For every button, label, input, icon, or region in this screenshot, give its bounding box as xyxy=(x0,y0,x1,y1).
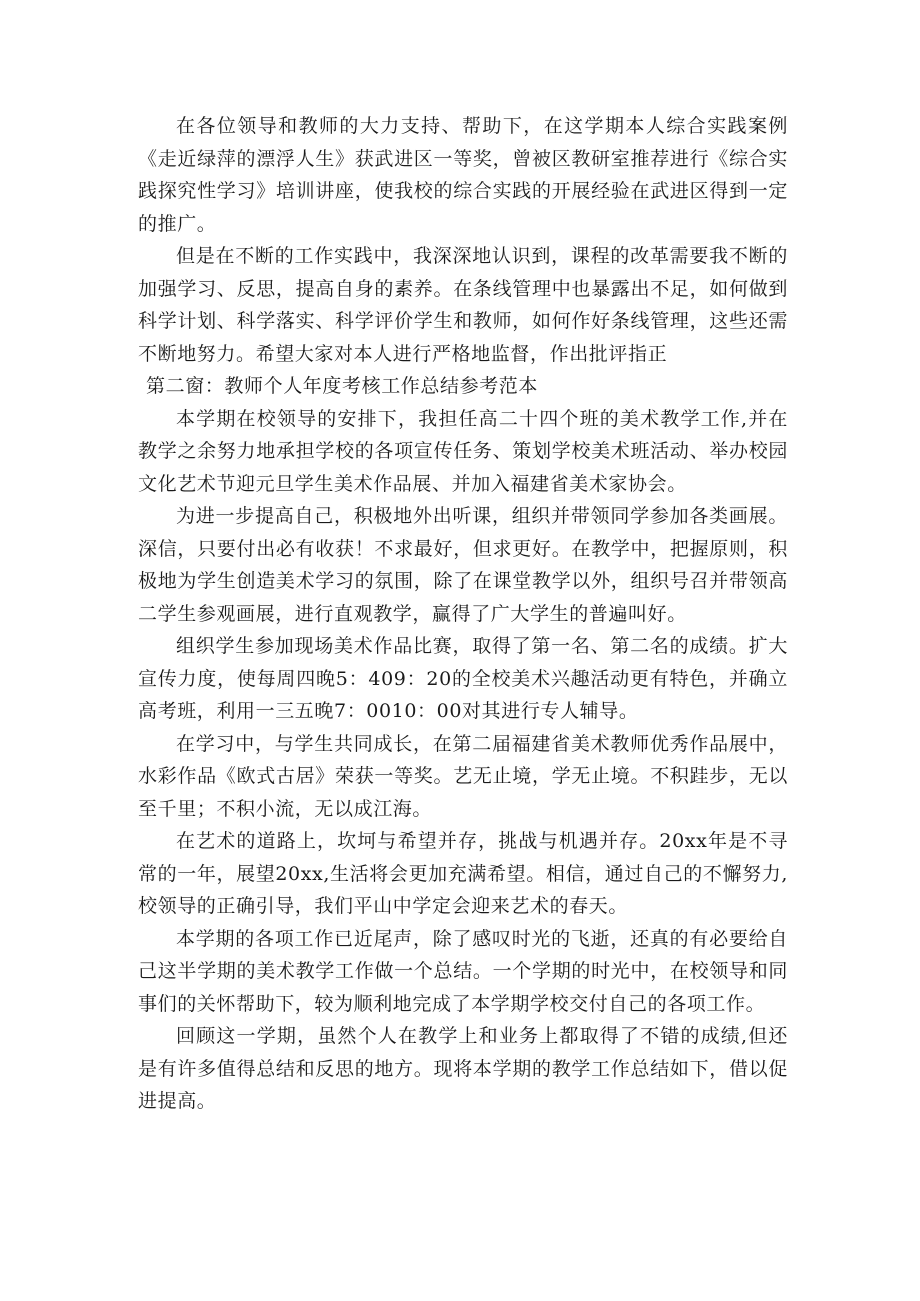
section-paragraph-2: 为进一步提高自己，积极地外出听课，组织并带领同学参加各类画展。深信，只要付出必有收获！不求最好，但求更好。在教学中，把握原则，积极地为学生创造美术学习的氛围，除了在课堂教学以外，组织号召并带领高二学生参观画展，进行直观教学，赢得了广大学生的普遍叫好。 xyxy=(138,505,788,625)
section-paragraph-7: 回顾这一学期，虽然个人在教学上和业务上都取得了不错的成绩,但还是有许多值得总结和反思的地方。现将本学期的教学工作总结如下，借以促进提高。 xyxy=(138,1025,788,1112)
section-paragraph-1: 本学期在校领导的安排下，我担任高二十四个班的美术教学工作,并在教学之余努力地承担学校的各项宣传任务、策划学校美术班活动、举办校园文化艺术节迎元旦学生美术作品展、并加入福建省美术家协会。 xyxy=(138,407,788,495)
section-paragraph-5: 在艺术的道路上，坎坷与希望并存，挑战与机遇并存。20xx年是不寻常的一年，展望20xx,生活将会更加充满希望。相信，通过自己的不懈努力,校领导的正确引导，我们平山中学定会迎来艺术的春天。 xyxy=(138,830,788,917)
section-paragraph-6: 本学期的各项工作已近尾声，除了感叹时光的飞逝，还真的有必要给自己这半学期的美术教学工作做一个总结。一个学期的时光中，在校领导和同事们的关怀帮助下，较为顺利地完成了本学期学校交付自己的各项工作。 xyxy=(138,927,788,1015)
section-paragraph-4: 在学习中，与学生共同成长，在第二届福建省美术教师优秀作品展中，水彩作品《欧式古居》荣获一等奖。艺无止境，学无止境。不积跬步，无以至千里；不积小流，无以成江海。 xyxy=(138,732,788,820)
paragraph-2: 但是在不断的工作实践中，我深深地认识到，课程的改革需要我不断的加强学习、反思，提高自身的素养。在条线管理中也暴露出不足，如何做到科学计划、科学落实、科学评价学生和教师，如何作好条线管理，这些还需不断地努力。希望大家对本人进行严格地监督，作出批评指正 xyxy=(138,245,788,365)
paragraph-1: 在各位领导和教师的大力支持、帮助下，在这学期本人综合实践案例《走近绿萍的漂浮人生》获武进区一等奖，曾被区教研室推荐进行《综合实践探究性学习》培训讲座，使我校的综合实践的开展经验在武进区得到一定的推广。 xyxy=(138,115,788,235)
section-heading: 第二窗：教师个人年度考核工作总结参考范本 xyxy=(146,375,539,397)
document-body xyxy=(138,110,788,1118)
section-paragraph-3: 组织学生参加现场美术作品比赛，取得了第一名、第二名的成绩。扩大宣传力度，使每周四晚5：409：20的全校美术兴趣活动更有特色，并确立高考班，利用一三五晚7：0010：00对其进行专人辅导。 xyxy=(138,635,788,722)
